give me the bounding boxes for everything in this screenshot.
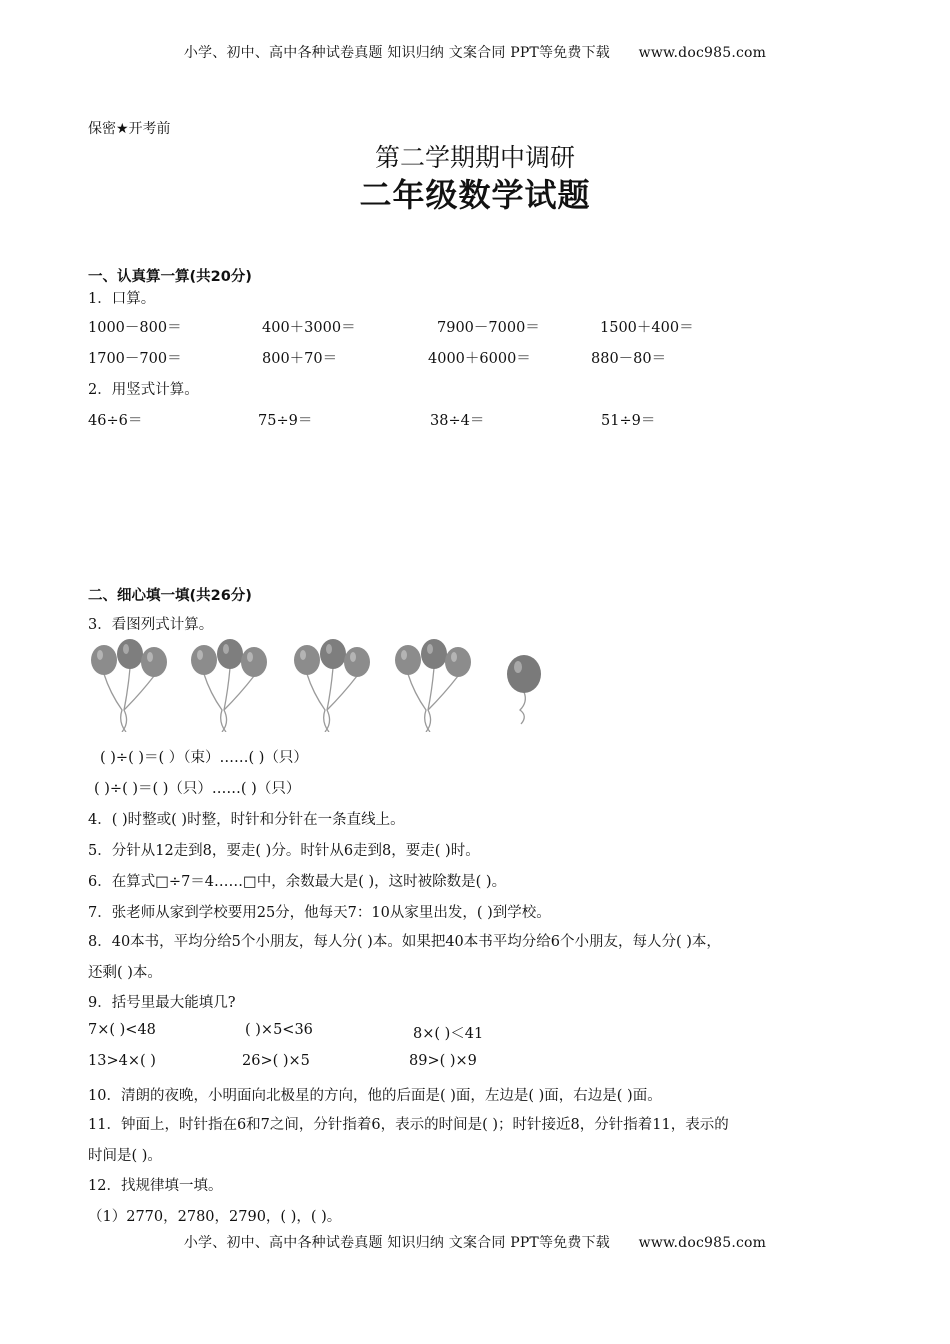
q9-item: 7×( )<48 <box>88 1022 156 1038</box>
q2-label: 2．用竖式计算。 <box>88 382 199 398</box>
calc-item: 51÷9＝ <box>601 413 656 429</box>
page-header <box>0 42 950 62</box>
q12-label: 12．找规律填一填。 <box>88 1178 223 1194</box>
calc-item: 800＋70＝ <box>262 351 338 367</box>
q9-item: 26>( )×5 <box>242 1053 310 1069</box>
q4: 4．( )时整或( )时整，时针和分针在一条直线上。 <box>88 812 405 828</box>
single-balloon <box>507 655 541 724</box>
balloon-bunch <box>91 639 167 732</box>
q9-item: ( )×5<36 <box>245 1022 313 1038</box>
q8-line1: 8．40本书，平均分给5个小朋友，每人分( )本。如果把40本书平均分给6个小朋友，每人分( )本， <box>88 934 721 950</box>
calc-item: 1700－700＝ <box>88 351 182 367</box>
exam-subtitle: 第二学期期中调研 <box>374 143 575 172</box>
calc-item: 880－80＝ <box>591 351 667 367</box>
q3-answer-line1: ( )÷( )＝( ）（束）……( )（只） <box>100 750 308 766</box>
secret-label: 保密★开考前 <box>88 121 171 137</box>
calc-item: 1000－800＝ <box>88 320 182 336</box>
q9-item: 13>4×( ) <box>88 1053 156 1069</box>
q11-line2: 时间是( )。 <box>88 1148 162 1164</box>
header-text: 小学、初中、高中各种试卷真题 知识归纳 文案合同 PPT等免费下载 <box>183 45 610 61</box>
q9-label: 9．括号里最大能填几? <box>88 995 236 1011</box>
q5: 5．分针从12走到8，要走( )分。时针从6走到8，要走( )时。 <box>88 843 480 859</box>
footer-url[interactable]: www.doc985.com <box>638 1235 767 1251</box>
header-url[interactable]: www.doc985.com <box>638 45 767 61</box>
exam-title: 二年级数学试题 <box>359 176 591 214</box>
balloon-bunch <box>294 639 370 732</box>
calc-item: 75÷9＝ <box>258 413 313 429</box>
page-footer <box>0 1232 950 1252</box>
q6: 6．在算式□÷7＝4……□中，余数最大是( )，这时被除数是( )。 <box>88 874 507 890</box>
q3-label: 3．看图列式计算。 <box>88 617 214 633</box>
q9-item: 89>( )×9 <box>409 1053 477 1069</box>
calc-item: 1500＋400＝ <box>600 320 694 336</box>
balloon-bunch <box>395 639 471 732</box>
q9-item: 8×( )＜41 <box>413 1026 484 1042</box>
q1-label: 1．口算。 <box>88 291 156 307</box>
q3-answer-line2: ( )÷( )＝( )（只）……( )（只） <box>94 781 301 797</box>
calc-item: 46÷6＝ <box>88 413 143 429</box>
q10: 10．清朗的夜晚，小明面向北极星的方向，他的后面是( )面，左边是( )面，右边是( )面。 <box>88 1088 662 1104</box>
footer-text: 小学、初中、高中各种试卷真题 知识归纳 文案合同 PPT等免费下载 <box>183 1235 610 1251</box>
balloons-illustration <box>84 636 554 732</box>
section1-heading: 一、认真算一算(共20分) <box>88 269 252 285</box>
q8-line2: 还剩( )本。 <box>88 965 162 981</box>
calc-item: 4000＋6000＝ <box>428 351 531 367</box>
section2-heading: 二、细心填一填(共26分) <box>88 588 252 604</box>
calc-item: 7900－7000＝ <box>437 320 540 336</box>
q7: 7．张老师从家到学校要用25分，他每天7：10从家里出发，( )到学校。 <box>88 905 551 921</box>
calc-item: 38÷4＝ <box>430 413 485 429</box>
q11-line1: 11．钟面上，时针指在6和7之间，分针指着6，表示的时间是( )；时针接近8，分针指着11，表示的 <box>88 1117 729 1133</box>
calc-item: 400＋3000＝ <box>262 320 356 336</box>
balloon-bunch <box>191 639 267 732</box>
q12-sub1: （1）2770，2780，2790，( )，( )。 <box>88 1209 342 1225</box>
